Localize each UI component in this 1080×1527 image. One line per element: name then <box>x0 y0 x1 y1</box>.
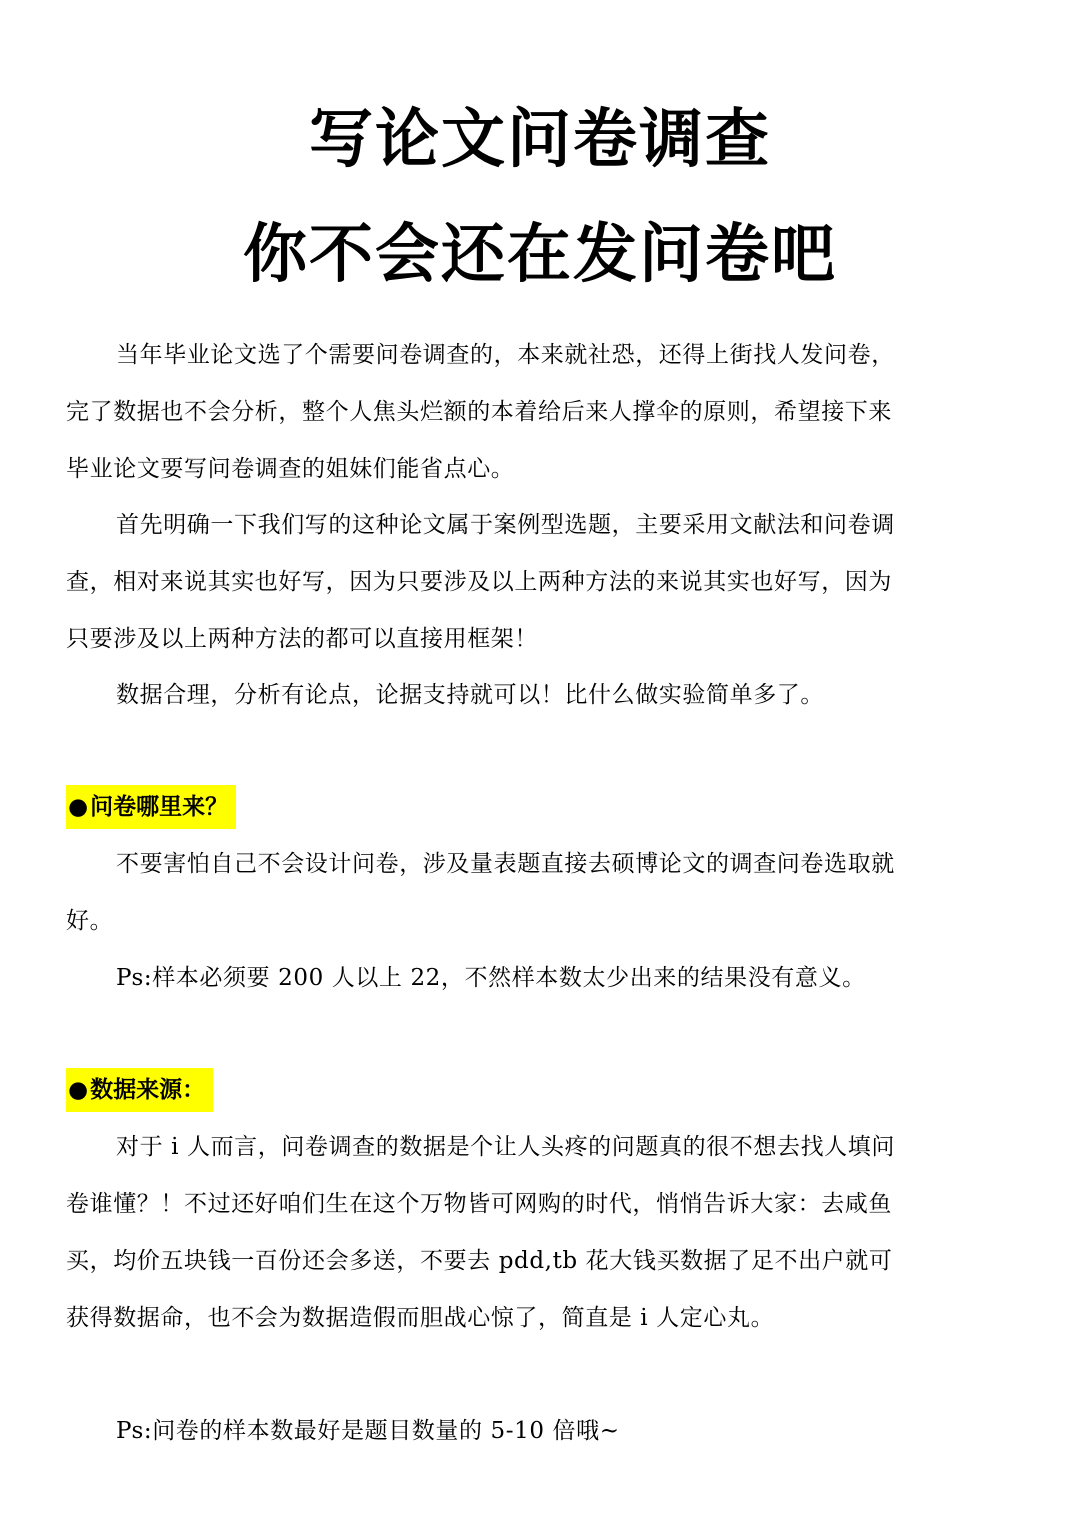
title-line-2: 你不会还在发问卷吧 <box>243 218 837 292</box>
bullet-icon: ● <box>68 794 89 820</box>
intro-paragraph-3: 数据合理，分析有论点，论据支持就可以！比什么做实验简单多了。 <box>116 682 824 708</box>
section2-paragraph-1: 对于 i 人而言，问卷调查的数据是个让人头疼的问题真的很不想去找人填问卷谁懂？！不过还好咱们生在这个万物皆可网购的时代，悄悄告诉大家：去咸鱼买，均价五块钱一百份还会多送，不要去 pdd,tb 花大钱买数据了足不出户就可获得数据命，也不会为数据造假而胆战心惊了，简直是 i 人定心丸。 <box>66 1134 895 1331</box>
section1-paragraph-2: Ps:样本必须要 200 人以上 22，不然样本数太少出来的结果没有意义。 <box>116 965 866 991</box>
section-heading-text: 数据来源： <box>90 1077 206 1103</box>
section-heading-data-source <box>66 1068 213 1112</box>
section1-paragraph-1: 不要害怕自己不会设计问卷，涉及量表题直接去硕博论文的调查问卷选取就好。 <box>66 851 895 934</box>
bullet-icon: ● <box>68 1077 89 1103</box>
intro-paragraph-2: 首先明确一下我们写的这种论文属于案例型选题，主要采用文献法和问卷调查，相对来说其实也好写，因为只要涉及以上两种方法的来说其实也好写，因为只要涉及以上两种方法的都可以直接用框架！ <box>66 512 895 652</box>
section-heading-questionnaire-source <box>66 785 236 829</box>
intro-paragraph-1: 当年毕业论文选了个需要问卷调查的，本来就社恐，还得上街找人发问卷，完了数据也不会分析，整个人焦头烂额的本着给后来人撑伞的原则，希望接下来毕业论文要写问卷调查的姐妹们能省点心。 <box>66 342 895 482</box>
section-heading-text: 问卷哪里来？ <box>90 794 229 820</box>
title-line-1: 写论文问卷调查 <box>309 103 771 177</box>
section2-paragraph-2: Ps:问卷的样本数最好是题目数量的 5-10 倍哦~ <box>116 1418 620 1444</box>
